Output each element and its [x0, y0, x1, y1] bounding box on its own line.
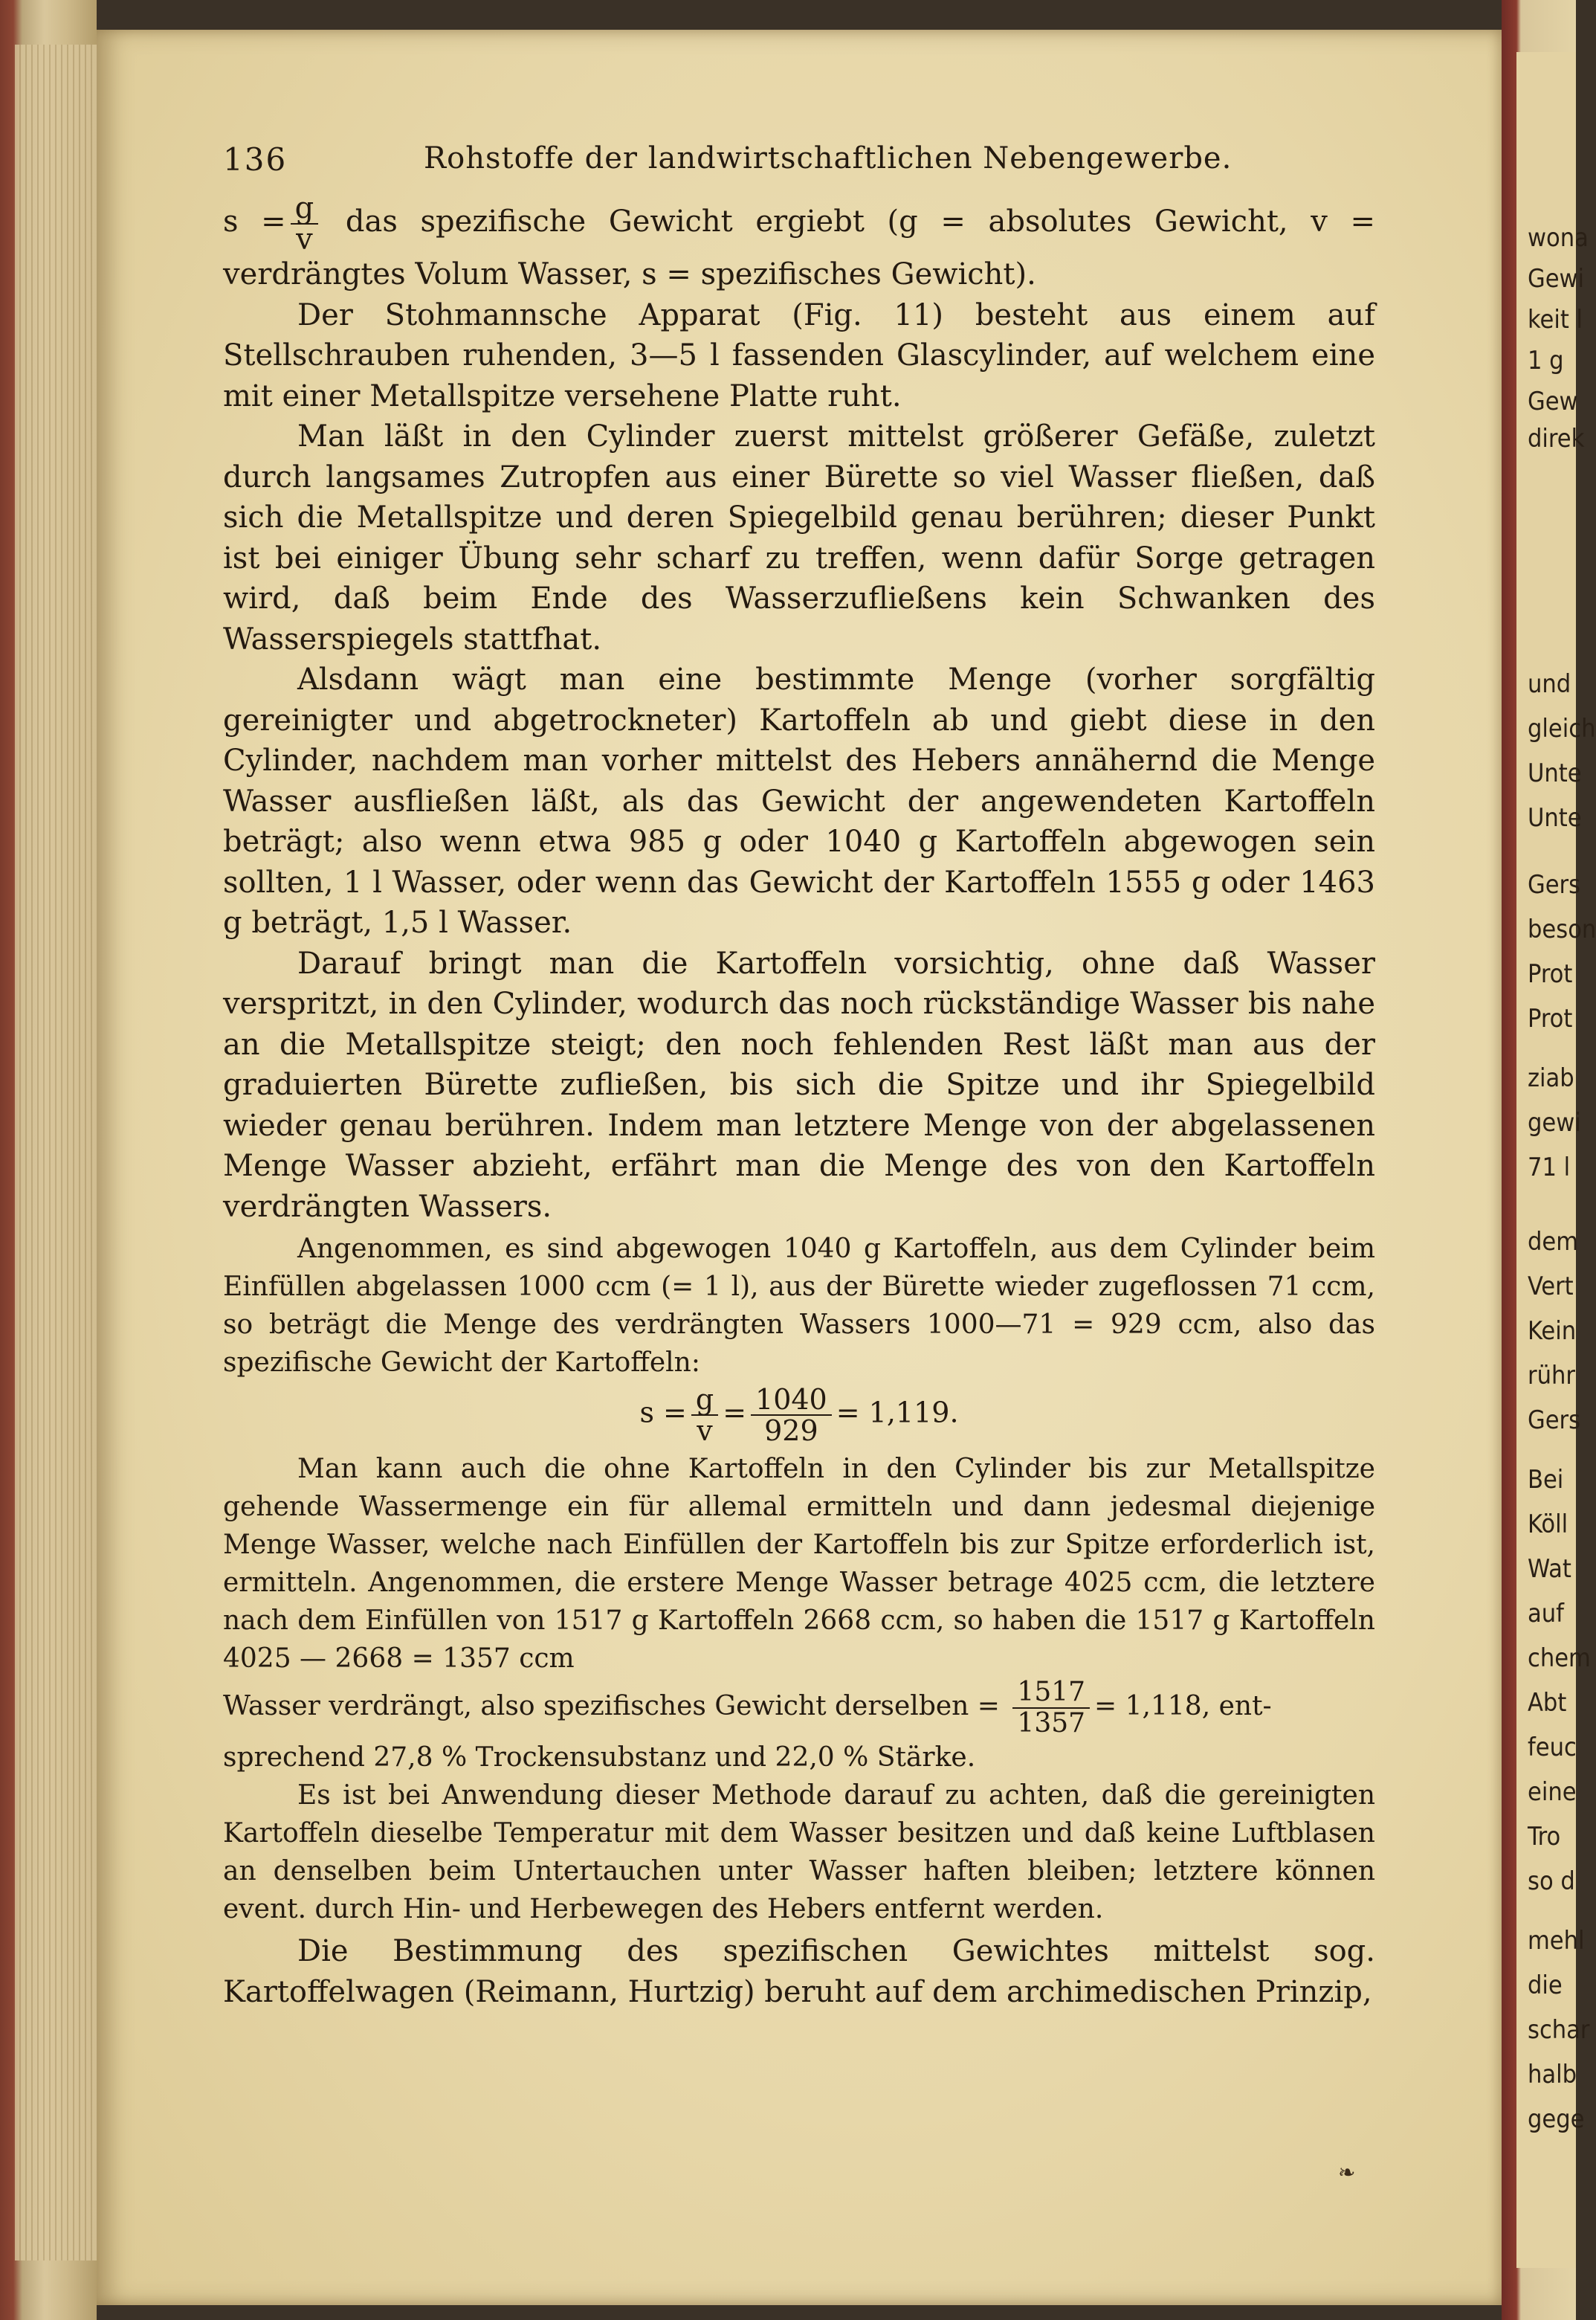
- next-page-word: so d: [1528, 1866, 1575, 1896]
- next-page-word: gleich: [1528, 714, 1596, 744]
- next-page-word: Wat: [1528, 1554, 1571, 1584]
- next-page-word: ziab: [1528, 1063, 1574, 1093]
- next-page-word: wona: [1528, 223, 1589, 253]
- next-page-word: direk: [1528, 424, 1585, 454]
- next-page-word: Vert: [1528, 1272, 1574, 1301]
- next-page-word: eine: [1528, 1777, 1577, 1807]
- next-page-word: 1 g: [1528, 346, 1564, 376]
- next-page-word: Gewi: [1528, 264, 1585, 294]
- next-page-word: Gew: [1528, 387, 1578, 416]
- next-page-word: rühr: [1528, 1361, 1575, 1391]
- next-page-word: halb: [1528, 2060, 1577, 2089]
- paragraph-2: Der Stohmannsche Apparat (Fig. 11) besteht aus einem auf Stellschrauben ruhenden, 3—5 l fassenden Glascylinder, auf welchem eine mit einer Metallspitze versehene Platte ruht.: [223, 297, 1375, 413]
- next-page-word: feuc: [1528, 1733, 1577, 1762]
- next-page-word: die: [1528, 1971, 1563, 2000]
- next-page-word: mehl: [1528, 1926, 1585, 1956]
- next-page-word: Unte: [1528, 803, 1582, 833]
- next-page-word: Abt: [1528, 1688, 1567, 1718]
- next-page-word: Gers: [1528, 870, 1581, 900]
- page-number: 136: [223, 141, 288, 178]
- next-page-fragment: [1528, 223, 1596, 2231]
- example-paragraph-3: Wasser verdrängt, also spezifisches Gewicht derselben = $\frac{1517}{1357}$ = 1,118, ent-: [223, 1677, 1272, 1739]
- paragraph-3: Man läßt in den Cylinder zuerst mittelst größerer Gefäße, zuletzt durch langsames Zutropfen aus einer Bürette so viel Wasser fließen, daß sich die Metallspitze und deren Spiegelbild genau berühren; dieser Punkt ist bei einiger Übung sehr scharf zu treffen, wenn dafür Sorge getragen wird, daß beim Ende des Wasserzufließens kein Schwanken des Wasserspiegels stattfhat.: [223, 419, 1375, 657]
- next-page-word: und: [1528, 669, 1571, 699]
- next-page-word: Unte: [1528, 758, 1582, 788]
- next-page-word: Prot: [1528, 959, 1573, 989]
- example-paragraph-5: Es ist bei Anwendung dieser Methode darauf zu achten, daß die gereinigten Kartoffeln dieselbe Temperatur mit dem Wasser besitzen und daß keine Luftblasen an denselben beim Untertauchen unter Wasser haften bleiben; letztere können event. durch Hin- und Herbewegen des Hebers entfernt werden.: [223, 1780, 1375, 1924]
- next-page-word: gege: [1528, 2104, 1585, 2134]
- next-page-word: Prot: [1528, 1004, 1573, 1034]
- running-header: [223, 134, 1375, 193]
- example-paragraph-4: sprechend 27,8 % Trockensubstanz und 22,0 % Stärke.: [223, 1742, 976, 1773]
- example-paragraph-2: Man kann auch die ohne Kartoffeln in den Cylinder bis zur Metallspitze gehende Wassermenge ein für allemal ermitteln und dann jedesmal diejenige Menge Wasser, welche nach Einfüllen der Kartoffeln bis zur Spitze erforderlich ist, ermitteln. Angenommen, die erstere Menge Wasser betrage 4025 ccm, die letztere nach dem Einfüllen von 1517 g Kartoffeln 2668 ccm, so haben die 1517 g Kartoffeln 4025 — 2668 = 1357 ccm: [223, 1454, 1375, 1674]
- next-page-word: Kein: [1528, 1316, 1577, 1346]
- next-page-word: schar: [1528, 2015, 1590, 2045]
- next-page-word: keit l: [1528, 305, 1583, 335]
- paragraph-last: Die Bestimmung des spezifischen Gewichtes mittelst sog. Kartoffelwagen (Reimann, Hurtzig) beruht auf dem archimedischen Prinzip,: [223, 1934, 1375, 2009]
- example-paragraph-1: Angenommen, es sind abgewogen 1040 g Kartoffeln, aus dem Cylinder beim Einfüllen abgelassen 1000 ccm (= 1 l), aus der Bürette wieder zugeflossen 71 ccm, so beträgt die Menge des verdrängten Wassers 1000—71 = 929 ccm, also das spezifische Gewicht der Kartoffeln:: [223, 1234, 1375, 1378]
- next-page-word: beson: [1528, 915, 1596, 944]
- next-page-word: gewi: [1528, 1108, 1581, 1138]
- paragraph-5: Darauf bringt man die Kartoffeln vorsichtig, ohne daß Wasser verspritzt, in den Cylinder, wodurch das noch rückständige Wasser bis nahe an die Metallspitze steigt; den noch fehlenden Rest läßt man aus der graduierten Bürette zufließen, bis sich die Spitze und ihr Spiegelbild wieder genau berühren. Indem man letztere Menge von der abgelassenen Menge Wasser abzieht, erfährt man die Menge des von den Kartoffeln verdrängten Wassers.: [223, 946, 1375, 1224]
- paragraph-1-text: das spezifische Gewicht ergiebt (g = absolutes Gewicht, v = verdrängtes Volum Wasser, s = spezifisches Gewicht).: [223, 204, 1375, 291]
- formula-1: s = $\frac{g}{v}$: [223, 204, 346, 239]
- paragraph-4: Alsdann wägt man eine bestimmte Menge (vorher sorgfältig gereinigter und abgetrockneter) Kartoffeln ab und giebt diese in den Cylinder, nachdem man vorher mittelst des Hebers annähernd die Menge Wasser ausfließen läßt, als das Gewicht der angewendeten Kartoffeln beträgt; also wenn etwa 985 g oder 1040 g Kartoffeln abgewogen sein sollten, 1 l Wasser, oder wenn das Gewicht der Kartoffeln 1555 g oder 1463 g beträgt, 1,5 l Wasser.: [223, 663, 1375, 940]
- running-title: Rohstoffe der landwirtschaftlichen Nebengewerbe.: [424, 141, 1232, 175]
- printer-ornament: ❧: [1338, 2160, 1356, 2185]
- next-page-word: chem: [1528, 1643, 1591, 1673]
- next-page-word: Gers: [1528, 1405, 1581, 1435]
- next-page-word: Tro: [1528, 1822, 1561, 1852]
- paragraph-1: [223, 193, 1375, 295]
- page-edges-left: [15, 45, 97, 2261]
- next-page-word: Köll: [1528, 1509, 1568, 1539]
- next-page-word: Bei: [1528, 1465, 1564, 1495]
- formula-2: s = $\frac{g}{v}$ = $\frac{1040}{929}$ = 1,119.: [639, 1383, 959, 1447]
- next-page-word: 71 l: [1528, 1153, 1571, 1182]
- next-page-word: auf: [1528, 1599, 1564, 1628]
- page-text: [223, 134, 1375, 2012]
- next-page-word: dem: [1528, 1227, 1579, 1257]
